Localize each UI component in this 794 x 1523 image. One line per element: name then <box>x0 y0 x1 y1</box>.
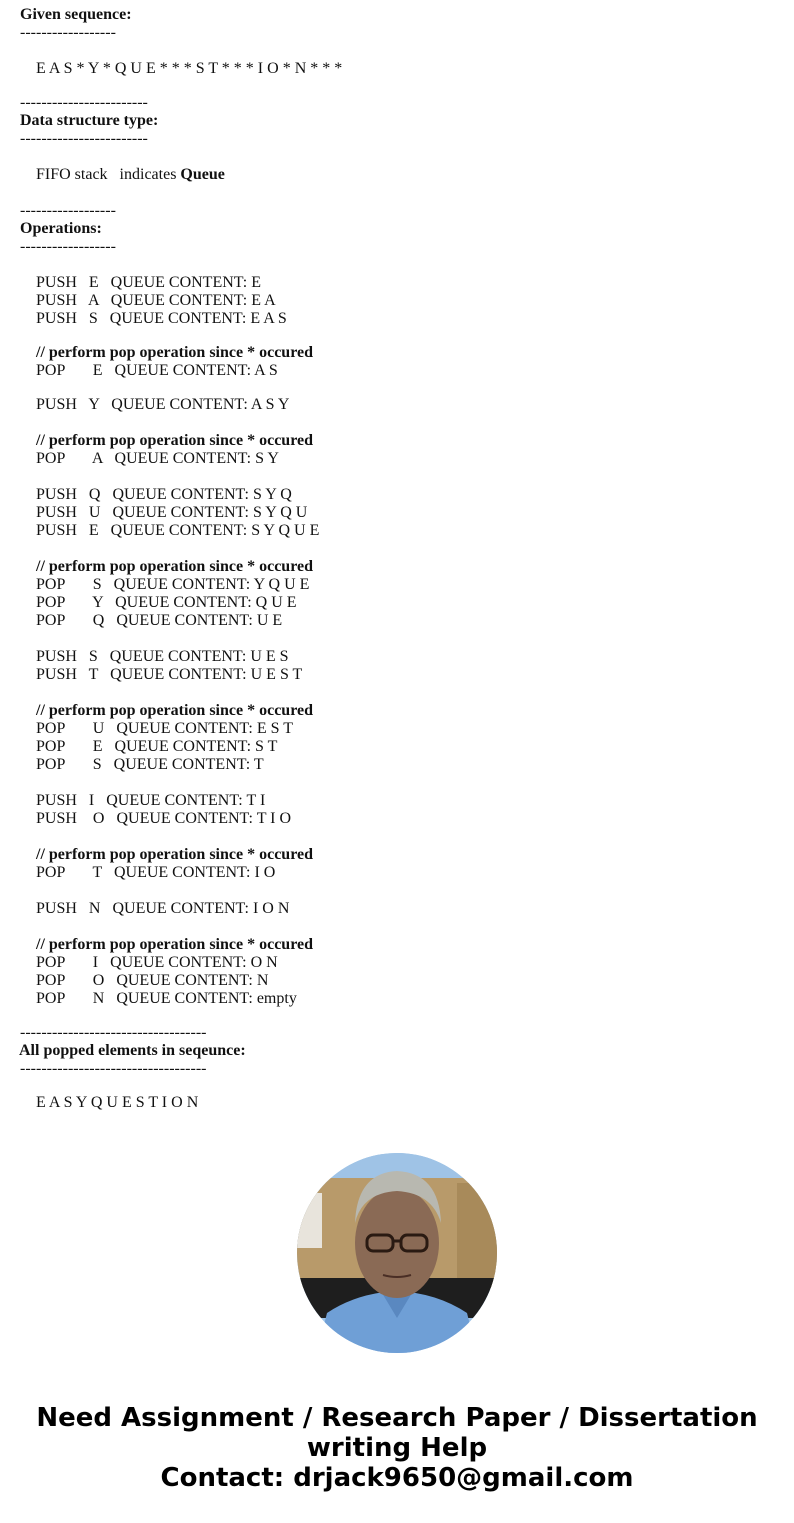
pop-comment: // perform pop operation since * occured <box>36 558 314 575</box>
pop-comment: // perform pop operation since * occured <box>36 432 314 449</box>
operation-line: POP Y QUEUE CONTENT: Q U E <box>36 594 297 611</box>
divider: ----------------------------------- <box>20 1060 207 1077</box>
type-text-prefix: FIFO stack indicates <box>36 166 181 183</box>
operation-line: POP E QUEUE CONTENT: S T <box>36 738 278 755</box>
operation-line: POP A QUEUE CONTENT: S Y <box>36 450 279 467</box>
person-portrait-icon <box>297 1153 497 1353</box>
operation-line: PUSH S QUEUE CONTENT: U E S <box>36 648 289 665</box>
operation-line: POP N QUEUE CONTENT: empty <box>36 990 297 1007</box>
given-sequence-text: E A S * Y * Q U E * * * S T * * * I O * N * * * <box>36 60 343 77</box>
operation-line: POP S QUEUE CONTENT: Y Q U E <box>36 576 310 593</box>
pop-comment: // perform pop operation since * occured <box>36 702 314 719</box>
author-avatar <box>297 1153 497 1353</box>
operation-line: PUSH U QUEUE CONTENT: S Y Q U <box>36 504 308 521</box>
operation-line: POP S QUEUE CONTENT: T <box>36 756 264 773</box>
operation-line: PUSH O QUEUE CONTENT: T I O <box>36 810 292 827</box>
operation-line: POP O QUEUE CONTENT: N <box>36 972 269 989</box>
pop-comment: // perform pop operation since * occured <box>36 936 314 953</box>
divider: ------------------------ <box>20 94 148 111</box>
operations-heading: Operations: <box>20 220 102 237</box>
divider: ------------------------ <box>20 130 148 147</box>
given-sequence-heading: Given sequence: <box>20 6 132 23</box>
operation-line: PUSH A QUEUE CONTENT: E A <box>36 292 276 309</box>
contact-banner <box>0 1403 794 1493</box>
operation-line: PUSH E QUEUE CONTENT: S Y Q U E <box>36 522 320 539</box>
operation-line: PUSH S QUEUE CONTENT: E A S <box>36 310 287 327</box>
operation-line: PUSH I QUEUE CONTENT: T I <box>36 792 266 809</box>
banner-line-2: writing Help <box>306 1433 488 1463</box>
operation-line: POP T QUEUE CONTENT: I O <box>36 864 276 881</box>
operation-line: PUSH E QUEUE CONTENT: E <box>36 274 261 291</box>
data-structure-type-heading: Data structure type: <box>20 112 159 129</box>
operation-line: PUSH T QUEUE CONTENT: U E S T <box>36 666 303 683</box>
popped-sequence-text: E A S Y Q U E S T I O N <box>36 1094 199 1111</box>
divider: ------------------ <box>20 24 116 41</box>
divider: ----------------------------------- <box>20 1024 207 1041</box>
banner-line-1: Need Assignment / Research Paper / Dissertation <box>36 1403 758 1433</box>
pop-comment: // perform pop operation since * occured <box>36 344 314 361</box>
operation-line: POP I QUEUE CONTENT: O N <box>36 954 278 971</box>
operation-line: POP E QUEUE CONTENT: A S <box>36 362 278 379</box>
data-structure-type-text <box>36 166 225 184</box>
type-text-queue: Queue <box>180 166 225 183</box>
operation-line: POP U QUEUE CONTENT: E S T <box>36 720 293 737</box>
divider: ------------------ <box>20 202 116 219</box>
operation-line: POP Q QUEUE CONTENT: U E <box>36 612 283 629</box>
popped-elements-heading: All popped elements in seqeunce: <box>19 1042 246 1059</box>
pop-comment: // perform pop operation since * occured <box>36 846 314 863</box>
operation-line: PUSH N QUEUE CONTENT: I O N <box>36 900 290 917</box>
divider: ------------------ <box>20 238 116 255</box>
operation-line: PUSH Y QUEUE CONTENT: A S Y <box>36 396 290 413</box>
operation-line: PUSH Q QUEUE CONTENT: S Y Q <box>36 486 292 503</box>
banner-contact-email: Contact: drjack9650@gmail.com <box>160 1463 634 1493</box>
